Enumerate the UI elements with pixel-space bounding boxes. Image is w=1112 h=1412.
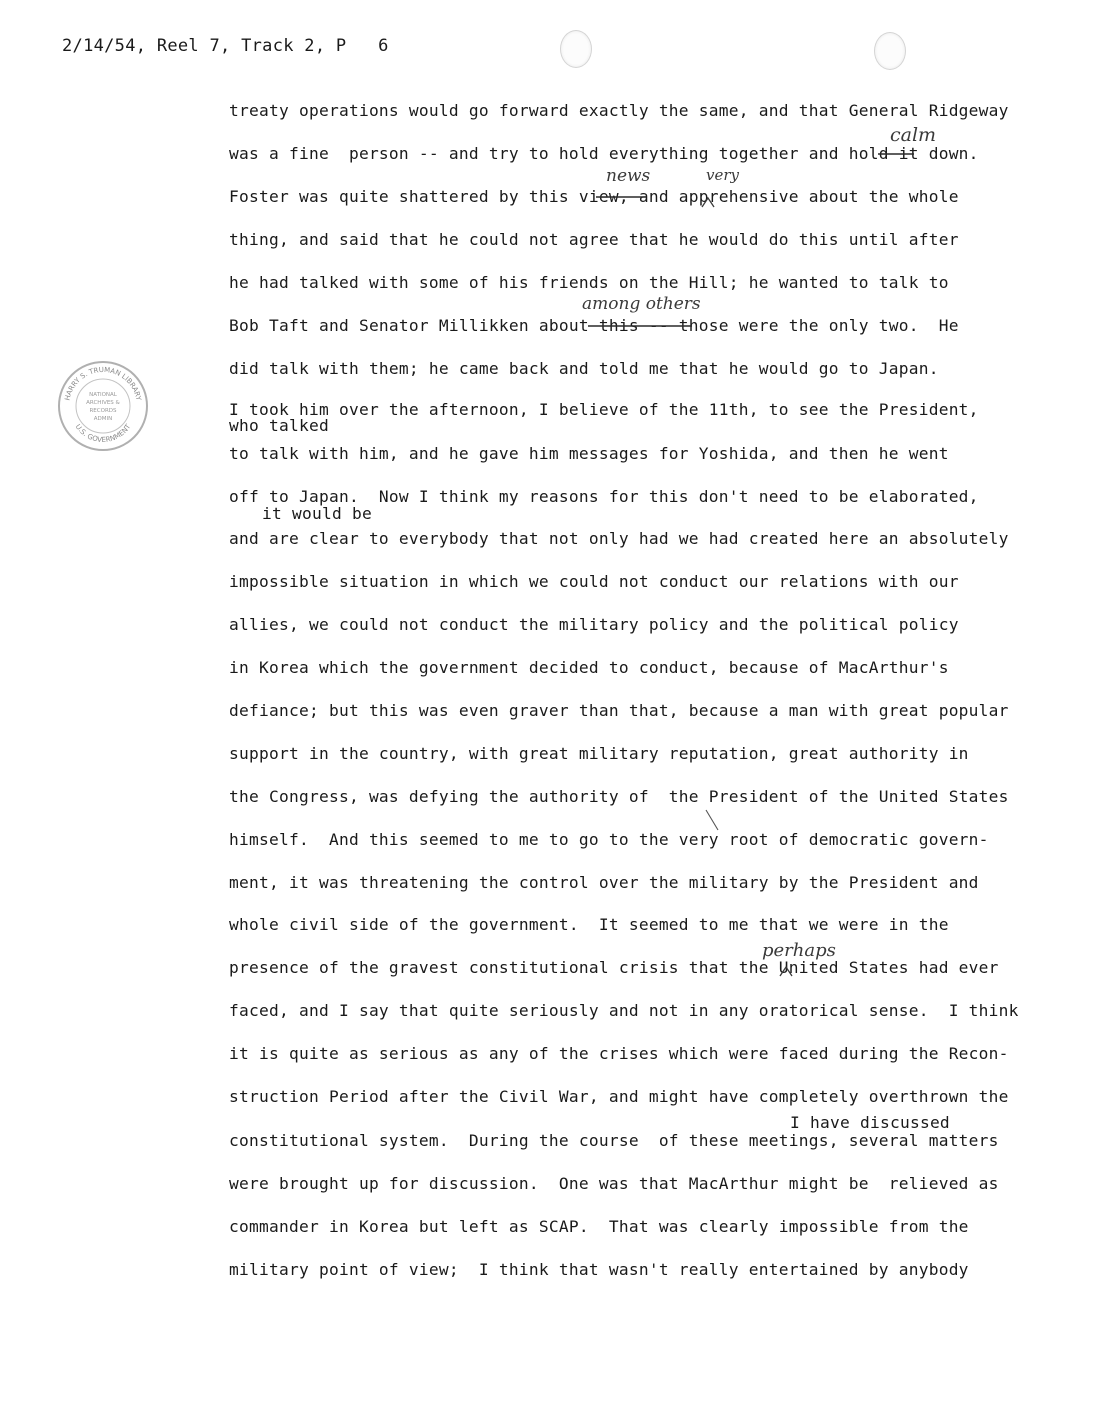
body-line: the Congress, was defying the authority of the President of the United States — [229, 787, 1009, 806]
body-line: ment, it was threatening the control over the military by the President and — [229, 873, 979, 892]
handwritten-news: news — [606, 166, 651, 186]
body-line: whole civil side of the government. It seemed to me that we were in the — [229, 915, 949, 934]
body-line: thing, and said that he could not agree that he would do this until after — [229, 230, 959, 249]
insertion-caret — [702, 198, 714, 207]
body-line: presence of the gravest constitutional crisis that the United States had ever — [229, 958, 999, 977]
typed-insert-who-talked: who talked — [229, 416, 329, 435]
handwritten-calm: calm — [890, 124, 937, 146]
page-number: 6 — [378, 36, 389, 56]
body-line: support in the country, with great military reputation, great authority in — [229, 744, 969, 763]
body-line: treaty operations would go forward exactly the same, and that General Ridgeway — [229, 101, 1009, 120]
body-line: struction Period after the Civil War, and might have completely overthrown the — [229, 1087, 1009, 1106]
body-line: Foster was quite shattered by this view, and apprehensive about the whole — [229, 187, 959, 206]
body-line: it is quite as serious as any of the crises which were faced during the Recon- — [229, 1044, 1009, 1063]
pencil-mark — [706, 810, 718, 830]
body-line: were brought up for discussion. One was that MacArthur might be relieved as — [229, 1174, 999, 1193]
body-line: did talk with them; he came back and told me that he would go to Japan. — [229, 359, 939, 378]
body-line: and are clear to everybody that not only had we had created here an absolutely — [229, 529, 1009, 548]
body-line: impossible situation in which we could not conduct our relations with our — [229, 572, 959, 591]
stamp-outer-top: HARRY S. TRUMAN LIBRARY — [63, 365, 143, 402]
stamp-inner-line: NATIONAL — [89, 392, 117, 398]
stamp-outer-bottom: U.S. GOVERNMENT — [73, 422, 133, 445]
body-line: commander in Korea but left as SCAP. That was clearly impossible from the — [229, 1217, 969, 1236]
body-line: Bob Taft and Senator Millikken about this -- those were the only two. He — [229, 316, 959, 335]
body-line: faced, and I say that quite seriously and not in any oratorical sense. I think — [229, 1001, 1019, 1020]
header-text: 2/14/54, Reel 7, Track 2, P — [62, 36, 347, 56]
handwritten-very: very — [706, 166, 739, 184]
body-line: allies, we could not conduct the military policy and the political policy — [229, 615, 959, 634]
body-line: he had talked with some of his friends on the Hill; he wanted to talk to — [229, 273, 949, 292]
body-line: to talk with him, and he gave him messages for Yoshida, and then he went — [229, 444, 949, 463]
stamp-inner-line: ADMIN — [93, 416, 113, 422]
stamp-inner-line: ARCHIVES & — [86, 400, 120, 406]
insertion-caret — [780, 967, 792, 976]
body-line: himself. And this seemed to me to go to the very root of democratic govern- — [229, 830, 989, 849]
typed-insert-it-would-be: it would be — [262, 504, 372, 523]
body-line: off to Japan. Now I think my reasons for this don't need to be elaborated, — [229, 487, 979, 506]
body-line: I took him over the afternoon, I believe of the 11th, to see the President, — [229, 400, 979, 419]
body-line: military point of view; I think that wasn't really entertained by anybody — [229, 1260, 969, 1279]
handwritten-perhaps: perhaps — [762, 940, 836, 961]
handwritten-among-others: among others — [582, 294, 701, 314]
body-line: defiance; but this was even graver than that, because a man with great popular — [229, 701, 1009, 720]
typed-insert-i-have-discussed: I have discussed — [790, 1113, 950, 1132]
body-line: in Korea which the government decided to conduct, because of MacArthur's — [229, 658, 949, 677]
body-line: was a fine person -- and try to hold everything together and hold it down. — [229, 144, 979, 163]
stamp-inner-line: RECORDS — [89, 408, 117, 414]
body-line: constitutional system. During the course of these meetings, several matters — [229, 1131, 999, 1150]
